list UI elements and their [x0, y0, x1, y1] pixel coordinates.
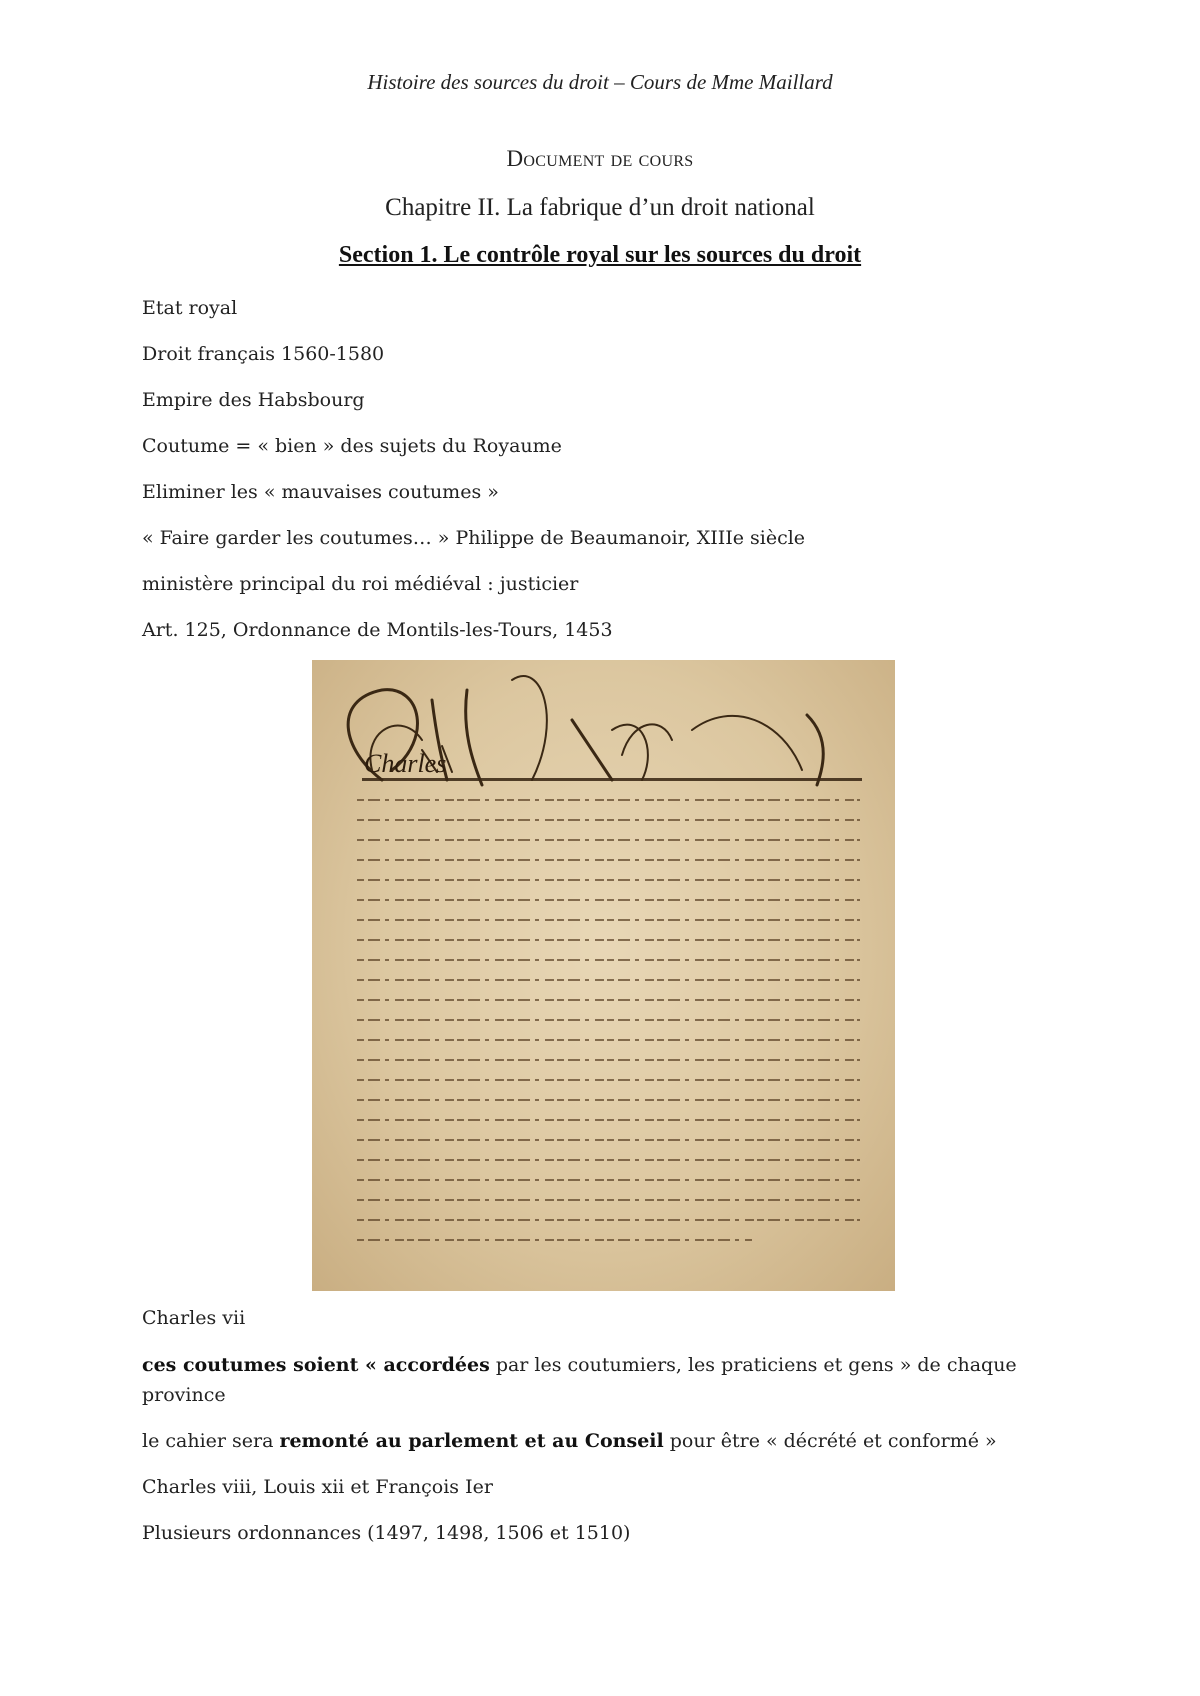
note-line: Charles viii, Louis xii et François Ier	[142, 1476, 493, 1498]
chapter-title: Chapitre II. La fabrique d’un droit national	[385, 194, 815, 221]
running-header: Histoire des sources du droit – Cours de Mme Maillard	[367, 70, 833, 94]
text-phrase: pour être « décrété et conformé »	[663, 1430, 997, 1452]
text-phrase: le cahier sera	[142, 1430, 280, 1452]
note-line: Art. 125, Ordonnance de Montils-les-Tours, 1453	[142, 619, 613, 641]
note-paragraph	[142, 1426, 1022, 1456]
note-line: ministère principal du roi médiéval : justicier	[142, 573, 579, 595]
section-title: Section 1. Le contrôle royal sur les sources du droit	[338, 242, 862, 268]
bold-phrase: ces coutumes soient « accordées	[142, 1354, 490, 1376]
manuscript-image	[312, 660, 895, 1291]
manuscript-opening-word: Charles	[364, 749, 447, 778]
note-line: Plusieurs ordonnances (1497, 1498, 1506 et 1510)	[142, 1522, 631, 1544]
note-paragraph	[142, 1350, 1022, 1410]
note-line: Etat royal	[142, 297, 238, 319]
note-line: Eliminer les « mauvaises coutumes »	[142, 481, 499, 503]
note-line: Coutume = « bien » des sujets du Royaume	[142, 435, 562, 457]
note-line: Droit français 1560-1580	[142, 343, 385, 365]
text-phrase: par les coutumiers, les praticiens et gens » de chaque	[489, 1354, 1017, 1376]
document-label: Document de cours	[506, 146, 694, 171]
note-line: Empire des Habsbourg	[142, 389, 365, 411]
bold-phrase: remonté au parlement et au Conseil	[279, 1430, 664, 1452]
text-phrase: province	[142, 1384, 226, 1406]
manuscript-drawing	[312, 660, 895, 1291]
note-line: Charles vii	[142, 1307, 246, 1329]
note-line: « Faire garder les coutumes… » Philippe de Beaumanoir, XIIIe siècle	[142, 527, 806, 549]
